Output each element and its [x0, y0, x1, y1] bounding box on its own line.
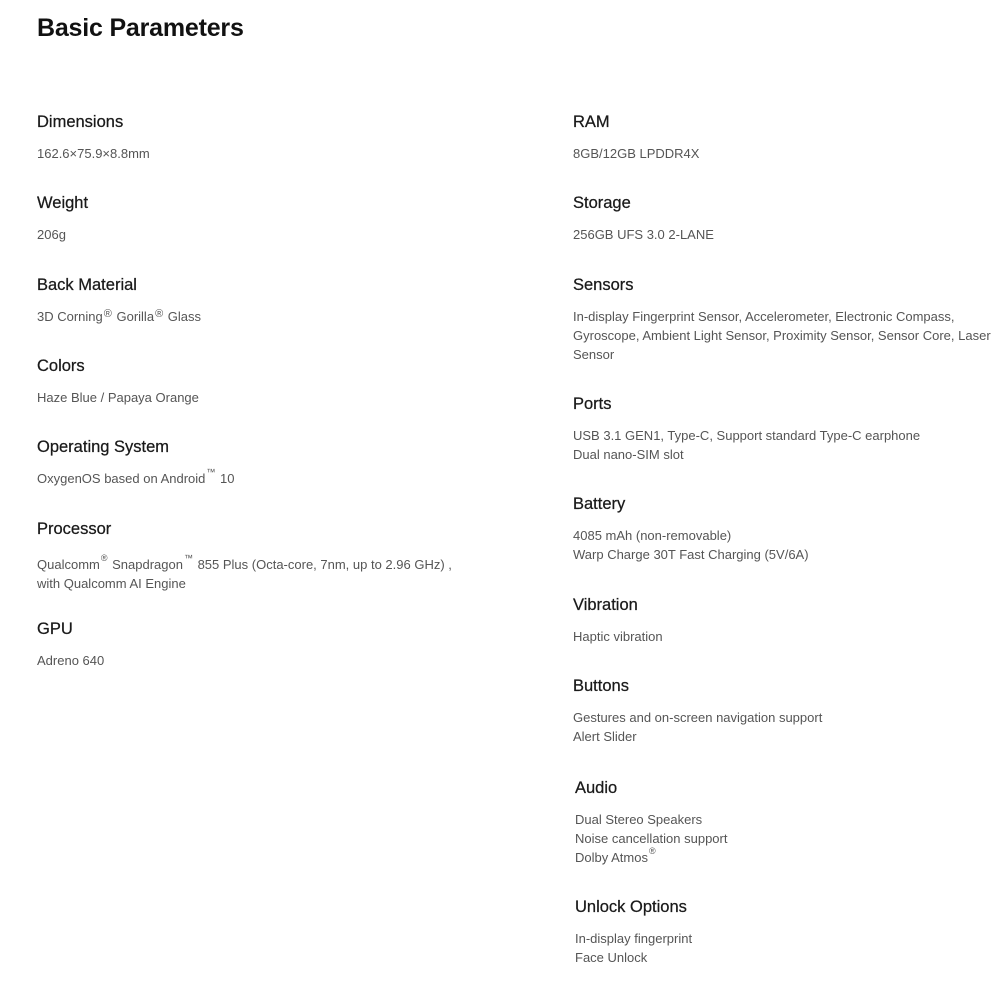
- value-line: Noise cancellation support: [575, 831, 728, 846]
- spec-audio: [575, 777, 727, 867]
- spec-value-unlock-options: [575, 929, 692, 967]
- spec-value-weight: [37, 225, 88, 244]
- spec-value-battery: [573, 526, 809, 564]
- spec-label-ports: Ports: [573, 395, 612, 413]
- spec-label-unlock-options: Unlock Options: [575, 898, 687, 916]
- spec-label-operating-system: Operating System: [37, 438, 170, 456]
- spec-unlock-options: [575, 896, 692, 967]
- spec-label-vibration: Vibration: [573, 596, 638, 614]
- trademark-mark: ™: [183, 553, 193, 563]
- spec-buttons: [573, 675, 822, 746]
- spec-dimensions: [37, 111, 150, 163]
- value-line: Dual nano-SIM slot: [573, 447, 684, 462]
- value-line: 162.6×75.9×8.8mm: [37, 146, 150, 161]
- value-line: Gyroscope, Ambient Light Sensor, Proximity Sensor, Sensor Core, Laser: [573, 328, 991, 343]
- value-line: Adreno 640: [37, 653, 105, 668]
- spec-value-gpu: [37, 651, 104, 670]
- spec-ram: [573, 111, 699, 163]
- spec-value-vibration: [573, 627, 663, 646]
- spec-value-ram: [573, 144, 699, 163]
- value-line: [37, 469, 234, 488]
- value-line: Warp Charge 30T Fast Charging (5V/6A): [573, 547, 809, 562]
- spec-processor: [37, 518, 452, 593]
- spec-back-material: [37, 274, 201, 326]
- spec-value-back-material: [37, 307, 201, 326]
- spec-label-audio: Audio: [575, 779, 618, 797]
- value-line: 256GB UFS 3.0 2-LANE: [573, 227, 714, 242]
- value-line: with Qualcomm AI Engine: [37, 576, 186, 591]
- value-line: [37, 555, 452, 574]
- value-line: In-display Fingerprint Sensor, Accelerometer, Electronic Compass,: [573, 309, 955, 324]
- spec-value-sensors: [573, 307, 993, 364]
- value-line: Haze Blue / Papaya Orange: [37, 390, 199, 405]
- spec-value-ports: [573, 426, 920, 464]
- spec-battery: [573, 493, 809, 564]
- value-line: 206g: [37, 227, 66, 242]
- value-line: Alert Slider: [573, 729, 637, 744]
- value-line: [37, 307, 201, 326]
- value-text: Gorilla: [112, 309, 155, 324]
- value-text: 3D Corning: [37, 309, 103, 324]
- value-text: Snapdragon: [108, 557, 183, 572]
- value-line: 8GB/12GB LPDDR4X: [573, 146, 700, 161]
- spec-label-gpu: GPU: [37, 620, 73, 638]
- registered-mark: ®: [648, 846, 656, 856]
- value-line: Sensor: [573, 347, 615, 362]
- value-line: 4085 mAh (non-removable): [573, 528, 732, 543]
- spec-weight: [37, 192, 88, 244]
- spec-value-colors: [37, 388, 199, 407]
- spec-label-weight: Weight: [37, 194, 89, 212]
- spec-label-back-material: Back Material: [37, 276, 137, 294]
- value-line: Dual Stereo Speakers: [575, 812, 703, 827]
- spec-label-battery: Battery: [573, 495, 626, 513]
- spec-label-storage: Storage: [573, 194, 631, 212]
- value-line: In-display fingerprint: [575, 931, 693, 946]
- spec-label-processor: Processor: [37, 520, 112, 538]
- spec-label-ram: RAM: [573, 113, 610, 131]
- spec-value-audio: [575, 810, 727, 867]
- spec-operating-system: [37, 436, 234, 488]
- spec-value-storage: [573, 225, 714, 244]
- spec-value-buttons: [573, 708, 822, 746]
- value-line: Gestures and on-screen navigation support: [573, 710, 823, 725]
- spec-ports: [573, 393, 920, 464]
- value-line: [575, 848, 727, 867]
- value-line: USB 3.1 GEN1, Type-C, Support standard Type-C earphone: [573, 428, 921, 443]
- spec-sensors: [573, 274, 993, 364]
- registered-mark: ®: [155, 308, 164, 320]
- spec-value-operating-system: [37, 469, 234, 488]
- spec-value-processor: [37, 555, 452, 593]
- registered-mark: ®: [103, 308, 112, 320]
- spec-value-dimensions: [37, 144, 150, 163]
- value-line: Haptic vibration: [573, 629, 663, 644]
- value-text: OxygenOS based on Android: [37, 471, 206, 486]
- value-text: 855 Plus (Octa-core, 7nm, up to 2.96 GHz) ,: [193, 557, 452, 572]
- spec-label-buttons: Buttons: [573, 677, 629, 695]
- spec-label-colors: Colors: [37, 357, 85, 375]
- spec-label-dimensions: Dimensions: [37, 113, 124, 131]
- value-text: Glass: [164, 309, 202, 324]
- value-text: Qualcomm: [37, 557, 100, 572]
- page-title: Basic Parameters: [37, 14, 244, 42]
- spec-colors: [37, 355, 199, 407]
- value-text: 10: [216, 471, 235, 486]
- value-text: Dolby Atmos: [575, 850, 648, 865]
- registered-mark: ®: [100, 553, 108, 563]
- trademark-mark: ™: [206, 467, 216, 477]
- spec-vibration: [573, 594, 663, 646]
- spec-gpu: [37, 618, 104, 670]
- spec-storage: [573, 192, 714, 244]
- value-line: Face Unlock: [575, 950, 648, 965]
- spec-label-sensors: Sensors: [573, 276, 634, 294]
